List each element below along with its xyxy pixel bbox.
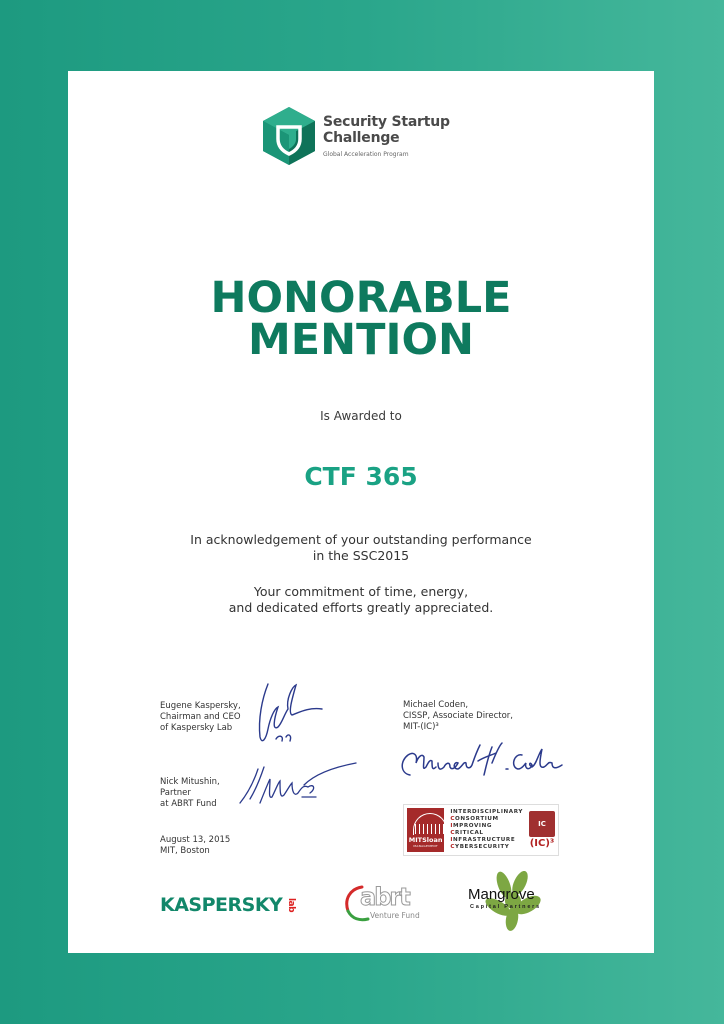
kaspersky-wordmark: KASPERSKY [160,894,283,916]
mangrove-wordmark: Mangrove [468,886,535,903]
kaspersky-lab-suffix: lab [286,897,297,913]
ic3-word: CRITICAL [450,830,484,836]
signature-coden [396,739,564,783]
sponsor-logos [68,877,654,937]
ic3-word: INTERDISCIPLINARY [450,809,523,815]
signatory-title: Partner [160,788,191,798]
appreciation-line1: Your commitment of time, energy, [253,584,469,599]
signatory-coden [403,700,513,733]
signatory-org: of Kaspersky Lab [160,723,233,733]
signatory-title: Chairman and CEO [160,712,241,722]
signatory-mitushin [160,777,220,810]
mit-sloan-logo [407,808,444,852]
ic3-word: CYBERSECURITY [450,844,510,850]
abrt-wordmark: abrt [360,883,409,911]
signatory-name: Eugene Kaspersky, [160,701,241,711]
ic3-word: CONSORTIUM [450,816,499,822]
certificate-title-line1: HONORABLE [210,273,512,323]
mit-sloan-sub: MANAGEMENT [413,844,438,848]
abrt-venture-fund-logo [340,883,426,923]
ssc-logo [263,107,450,165]
signatory-name: Michael Coden, [403,700,469,710]
mangrove-capital-logo [468,871,562,933]
signatory-kaspersky [160,701,241,734]
ic3-word: INFRASTRUCTURE [450,837,516,843]
signature-mitushin [234,759,358,809]
acknowledgement-text [68,532,654,564]
certificate-place: MIT, Boston [160,846,210,856]
acknowledgement-line2: in the SSC2015 [312,548,410,563]
ic3-word: IMPROVING [450,823,493,829]
acknowledgement-line1: In acknowledgement of your outstanding performance [190,532,532,547]
mit-ic3-logo [403,804,559,856]
recipient-name: CTF 365 [304,462,418,491]
mit-sloan-name: MITSloan [408,836,443,844]
shield-cube-icon [263,107,315,165]
certificate-date: August 13, 2015 [160,835,231,845]
signatory-org: at ABRT Fund [160,799,217,809]
signatory-name: Nick Mitushin, [160,777,220,787]
ic3-label: (IC)³ [529,838,555,849]
logo-title-line2: Challenge [323,130,400,146]
signatory-title: CISSP, Associate Director, [403,711,513,721]
ic3-cube-logo [529,811,555,849]
ic3-words [450,809,523,851]
signatory-org: MIT-(IC)³ [403,722,439,732]
kaspersky-lab-logo [160,894,298,916]
columns-icon [415,824,445,834]
certificate-title-line2: MENTION [247,315,475,365]
ic-cube-icon: IC [529,811,555,837]
signature-kaspersky [248,679,326,749]
appreciation-text [68,584,654,616]
logo-subtitle: Global Acceleration Program [323,151,409,158]
abrt-subtitle: Venture Fund [370,911,420,920]
appreciation-line2: and dedicated efforts greatly appreciated. [228,600,494,615]
mangrove-subtitle: Capital Partners [470,904,541,910]
date-place [160,835,230,857]
awarded-to-label: Is Awarded to [320,409,402,423]
logo-title-line1: Security Startup [323,114,450,130]
certificate-card [68,71,654,953]
